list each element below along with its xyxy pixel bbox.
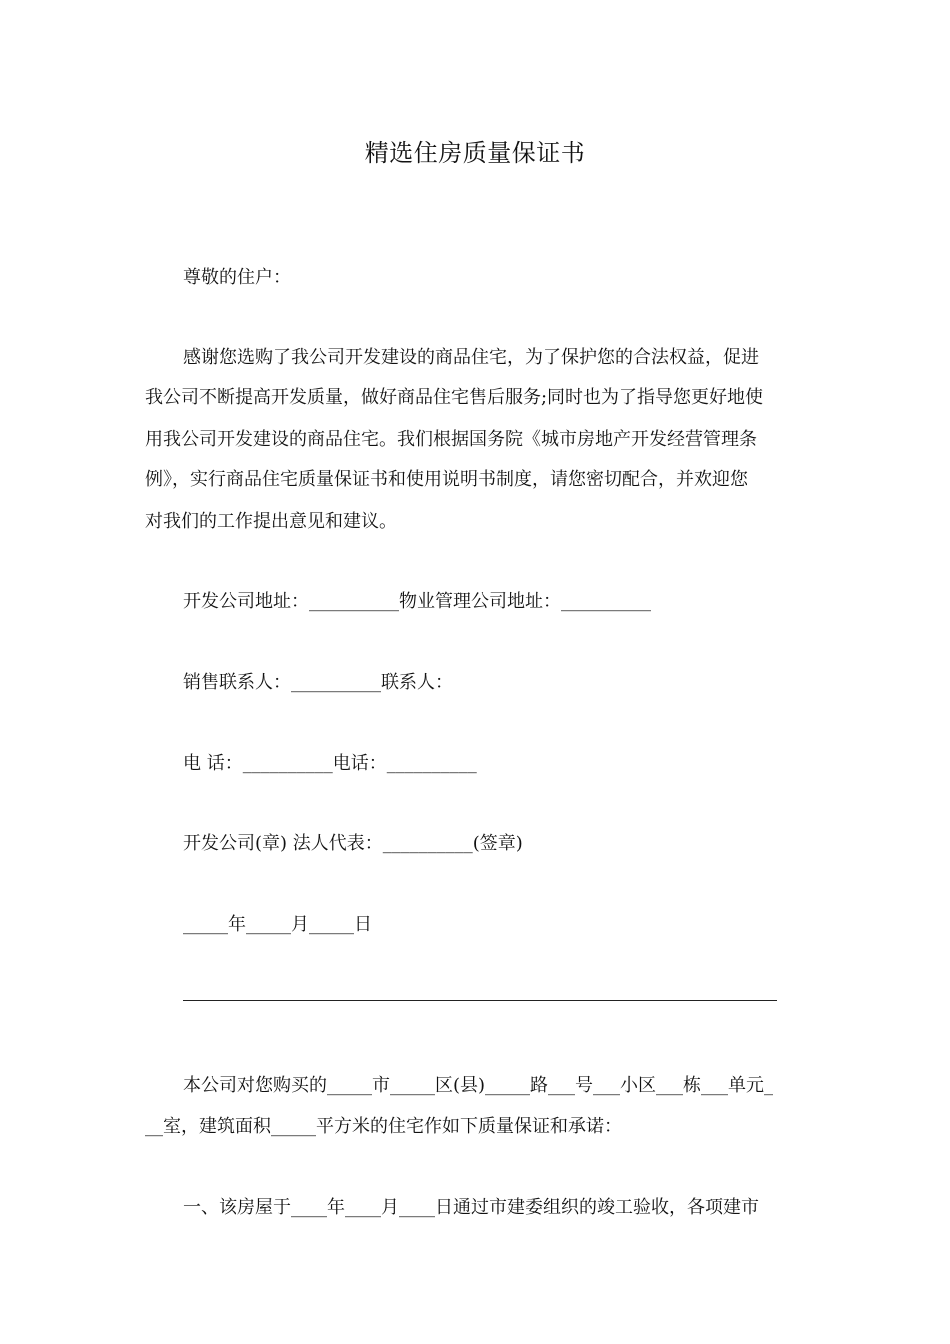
phone-line: 电 话：__________电话：__________ xyxy=(183,753,477,774)
intro-line-4: 例》，实行商品住宅质量保证书和使用说明书制度，请您密切配合，并欢迎您 xyxy=(145,469,748,490)
clause-1-line: 一、该房屋于____年____月____日通过市建委组织的竣工验收，各项建市 xyxy=(183,1197,759,1218)
document-title: 精选住房质量保证书 xyxy=(364,139,586,167)
intro-line-5: 对我们的工作提出意见和建议。 xyxy=(145,511,397,532)
contact-line: 销售联系人：__________联系人： xyxy=(183,672,453,693)
salutation: 尊敬的住户： xyxy=(183,267,291,288)
pledge-line-2: __室，建筑面积_____平方米的住宅作如下质量保证和承诺： xyxy=(145,1116,622,1137)
intro-line-3: 用我公司开发建设的商品住宅。我们根据国务院《城市房地产开发经营管理条 xyxy=(145,429,757,450)
intro-line-1: 感谢您选购了我公司开发建设的商品住宅，为了保护您的合法权益，促进 xyxy=(183,347,759,368)
pledge-line-1: 本公司对您购买的_____市_____区(县)_____路___号___小区___栋___单元_ xyxy=(183,1075,774,1096)
seal-line: 开发公司(章) 法人代表：__________(签章) xyxy=(183,833,523,854)
date-line: _____年_____月_____日 xyxy=(183,914,372,935)
intro-line-2: 我公司不断提高开发质量，做好商品住宅售后服务;同时也为了指导您更好地使 xyxy=(145,387,764,408)
address-line: 开发公司地址：__________物业管理公司地址：__________ xyxy=(183,591,651,612)
separator-rule xyxy=(183,1000,777,1001)
